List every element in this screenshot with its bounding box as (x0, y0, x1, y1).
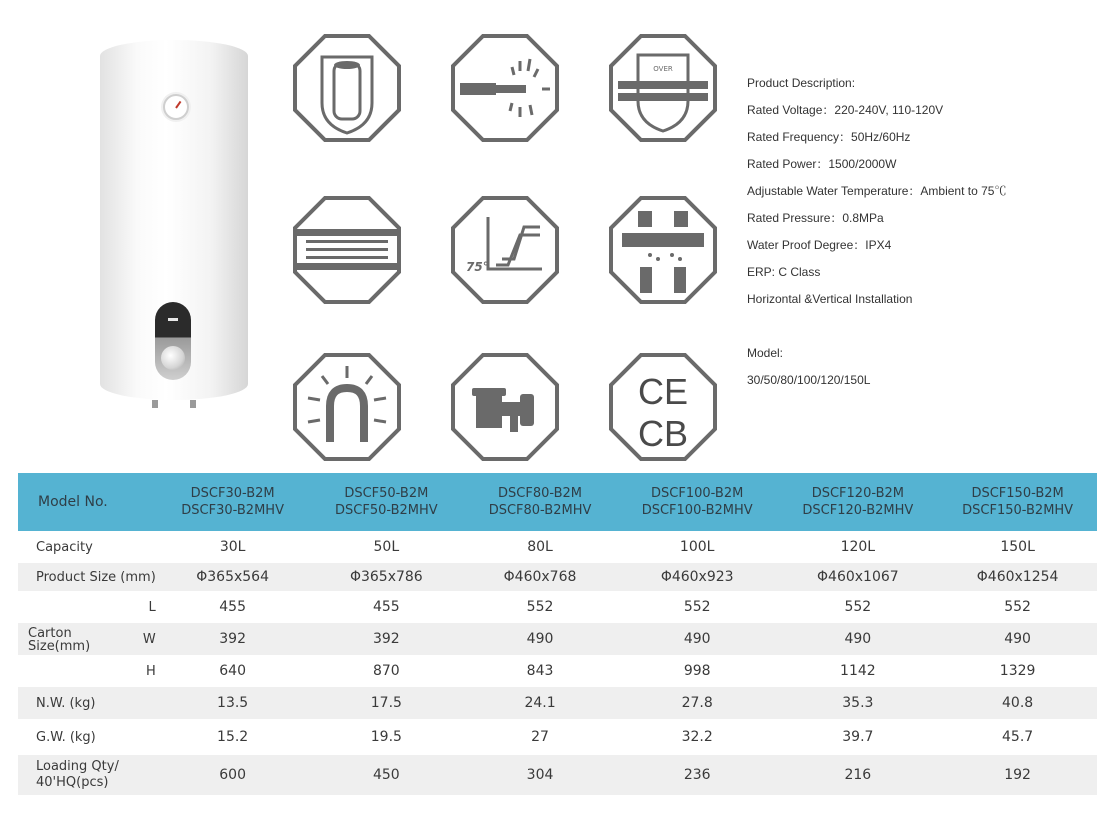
table-cell: 870 (372, 663, 400, 679)
table-cell: 35.3 (777, 687, 938, 719)
inlet-pipe (152, 400, 158, 408)
row-label-nw: N.W. (kg) (18, 687, 156, 719)
table-cell: 455 (219, 599, 246, 615)
overheat-shield-icon (608, 33, 718, 143)
spec-spacer (747, 313, 1006, 340)
table-cell: 490 (617, 623, 778, 655)
table-cell: 13.5 (156, 687, 310, 719)
table-cell: 552 (683, 599, 711, 615)
spec-table (18, 473, 1097, 795)
table-header-row (18, 473, 1097, 531)
svg-text:75°: 75° (466, 260, 489, 274)
table-cell: 32.2 (681, 729, 713, 745)
header-model-30: DSCF30-B2M DSCF30-B2MHV (156, 473, 310, 531)
table-row-carton-l (18, 591, 1097, 623)
spec-model-values: 30/50/80/100/120/150L (747, 373, 871, 387)
svg-text:OVER: OVER (653, 65, 673, 73)
row-label-loading: Loading Qty/ 40'HQ(pcs) (18, 755, 156, 795)
table-cell: 120L (840, 539, 876, 555)
table-cell: 1142 (840, 663, 876, 679)
table-cell: 192 (938, 755, 1097, 795)
table-row-loading (18, 755, 1097, 795)
svg-text:CE: CE (637, 371, 689, 412)
table-cell: 490 (938, 623, 1097, 655)
spec-power: Rated Power：1500/2000W (747, 157, 897, 171)
spec-pressure: Rated Pressure：0.8MPa (747, 211, 884, 225)
table-cell: 552 (526, 599, 554, 615)
table-cell: 392 (156, 623, 310, 655)
table-cell: 600 (156, 755, 310, 795)
table-cell: 40.8 (938, 687, 1097, 719)
table-cell: 150L (1000, 539, 1035, 555)
table-cell: 843 (526, 663, 554, 679)
row-label-size: Product Size (mm) (18, 563, 156, 591)
table-cell: 100L (679, 539, 715, 555)
table-cell: 640 (219, 663, 246, 679)
table-cell: Φ365x564 (156, 563, 310, 591)
table-cell: 24.1 (463, 687, 617, 719)
table-cell: 216 (777, 755, 938, 795)
table-cell: 27 (531, 729, 549, 745)
table-cell: 236 (617, 755, 778, 795)
table-cell: 27.8 (617, 687, 778, 719)
spec-model-label: Model: (747, 346, 784, 360)
table-cell: 450 (309, 755, 463, 795)
table-cell: Φ460x923 (617, 563, 778, 591)
header-model-50: DSCF50-B2M DSCF50-B2MHV (309, 473, 463, 531)
table-row-carton-h (18, 655, 1097, 687)
header-model-150: DSCF150-B2M DSCF150-B2MHV (938, 473, 1097, 531)
table-cell: 45.7 (1002, 729, 1034, 745)
table-cell: 30L (219, 539, 246, 555)
water-safety-icon (608, 195, 718, 305)
table-cell: 19.5 (370, 729, 402, 745)
ce-cb-icon (608, 352, 718, 462)
row-label-carton-l: L (148, 599, 156, 615)
header-model-120: DSCF120-B2M DSCF120-B2MHV (777, 473, 938, 531)
spec-frequency: Rated Frequency：50Hz/60Hz (747, 130, 911, 144)
carton-size-label: Carton Size(mm) (28, 626, 91, 654)
spec-erp: ERP: C Class (747, 265, 821, 279)
pressure-valve-icon (450, 352, 560, 462)
table-cell: 15.2 (217, 729, 249, 745)
header-model-no: Model No. (18, 473, 156, 531)
table-cell: 50L (373, 539, 400, 555)
table-cell: 552 (1004, 599, 1031, 615)
svg-text:CB: CB (637, 413, 689, 454)
spec-temperature: Adjustable Water Temperature：Ambient to 75℃ (747, 184, 1007, 198)
display-indicator (168, 318, 178, 321)
table-cell: 455 (372, 599, 400, 615)
table-cell: Φ460x1067 (777, 563, 938, 591)
enamel-tank-icon (292, 33, 402, 143)
table-row-nw (18, 687, 1097, 719)
table-cell: Φ365x786 (309, 563, 463, 591)
insulation-layer-icon (292, 195, 402, 305)
table-row-carton-w (18, 623, 1097, 655)
spec-voltage: Rated Voltage：220-240V, 110-120V (747, 103, 944, 117)
heating-tube-icon (292, 352, 402, 462)
table-row-gw (18, 719, 1097, 755)
header-model-100: DSCF100-B2M DSCF100-B2MHV (617, 473, 778, 531)
table-row-capacity (18, 531, 1097, 563)
table-cell: 39.7 (842, 729, 874, 745)
header-model-80: DSCF80-B2M DSCF80-B2MHV (463, 473, 617, 531)
temperature-knob (161, 346, 185, 370)
control-panel (155, 302, 191, 380)
table-cell: 490 (777, 623, 938, 655)
table-cell: Φ460x1254 (938, 563, 1097, 591)
table-cell: 80L (527, 539, 553, 555)
row-label-capacity: Capacity (36, 539, 93, 555)
table-cell: 490 (463, 623, 617, 655)
row-label-carton-w: W (18, 623, 156, 655)
table-row-size (18, 563, 1097, 591)
row-label-gw: G.W. (kg) (36, 729, 96, 745)
table-cell: 1329 (999, 663, 1036, 679)
table-cell: 552 (844, 599, 872, 615)
row-label-carton-h: H (146, 663, 156, 679)
table-cell: 998 (683, 663, 711, 679)
outlet-pipe (190, 400, 196, 408)
table-cell: 17.5 (309, 687, 463, 719)
heating-element-icon (450, 33, 560, 143)
spec-description: Product Description: (747, 76, 856, 90)
thermometer-gauge-icon (163, 94, 189, 120)
table-cell: Φ460x768 (463, 563, 617, 591)
temperature-curve-icon (450, 195, 560, 305)
product-specs (747, 70, 1006, 394)
table-cell: 304 (463, 755, 617, 795)
spec-installation: Horizontal &Vertical Installation (747, 292, 913, 306)
water-heater-image (100, 40, 248, 405)
table-cell: 392 (309, 623, 463, 655)
spec-waterproof: Water Proof Degree：IPX4 (747, 238, 892, 252)
